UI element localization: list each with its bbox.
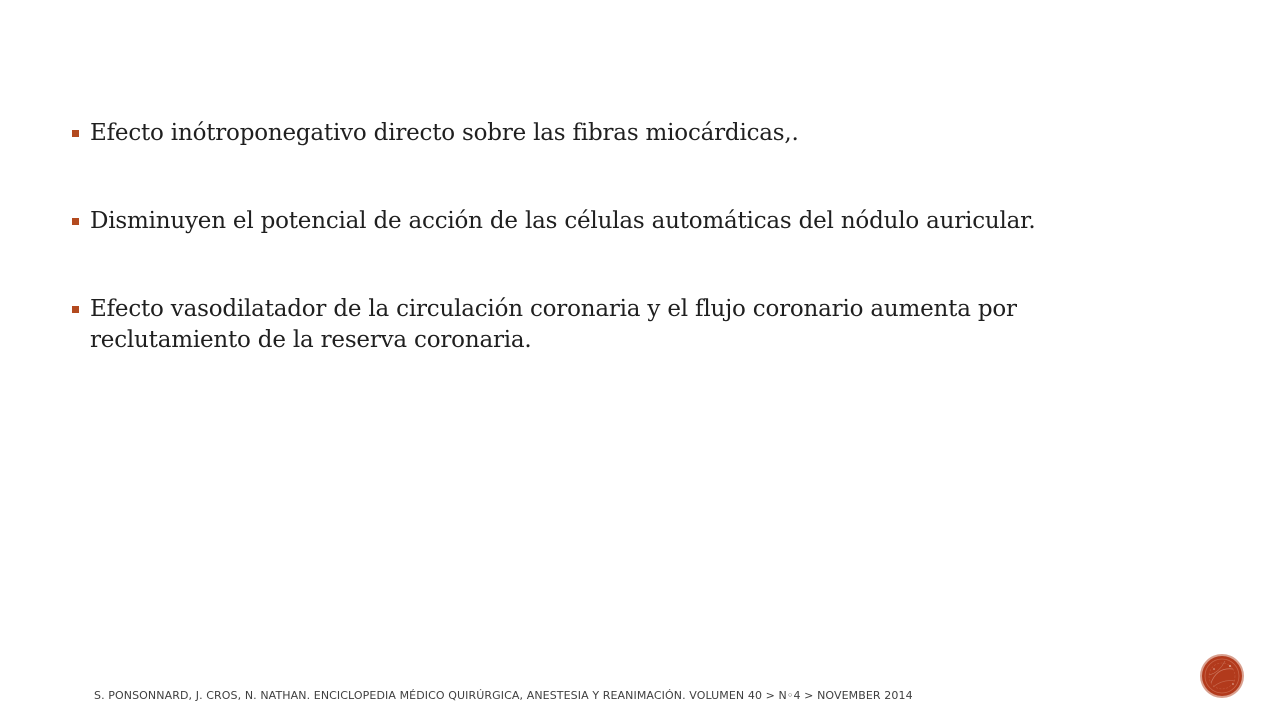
bullet-text: Efecto inótroponegativo directo sobre las fibras miocárdicas,. <box>90 120 799 146</box>
citation-footer: S. PONSONNARD, J. CROS, N. NATHAN. ENCICLOPEDIA MÉDICO QUIRÚRGICA, ANESTESIA Y REANIMACIÓN. VOLUMEN 40 > N◦4 > NOVEMBER 2014 <box>94 689 913 702</box>
bullet-list <box>71 118 1161 356</box>
square-bullet-icon <box>72 306 79 313</box>
bullet-item <box>71 206 1161 237</box>
bullet-text: Efecto vasodilatador de la circulación coronaria y el flujo coronario aumenta por reclutamiento de la reserva coronaria. <box>90 296 1017 353</box>
square-bullet-icon <box>72 218 79 225</box>
bullet-text: Disminuyen el potencial de acción de las células automáticas del nódulo auricular. <box>90 208 1036 234</box>
square-bullet-icon <box>72 130 79 137</box>
bullet-item <box>71 294 1161 356</box>
bullet-item <box>71 118 1161 149</box>
red-circle-emblem-icon <box>1199 653 1245 699</box>
